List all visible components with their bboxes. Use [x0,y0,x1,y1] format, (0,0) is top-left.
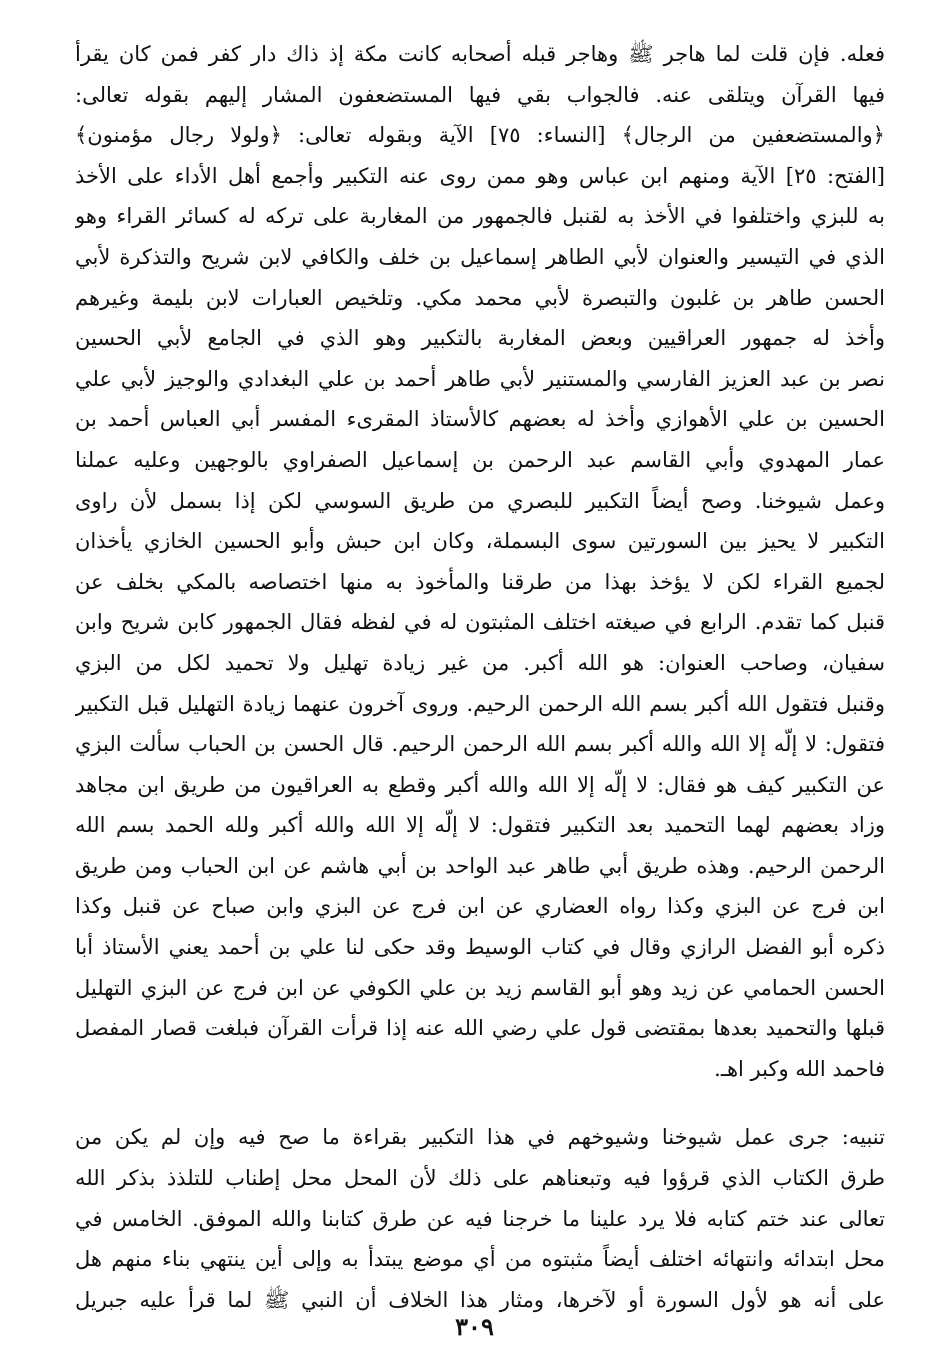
text-line: عمار المهدوي وأبي القاسم عبد الرحمن بن إسماعيل الصفراوي بالوجهين وعليه عملنا [75,447,885,472]
text-line: التكبير لا يحيز بين السورتين سوى البسملة، وكان ابن حبش وأبو الحسين الخازي يأخذان [75,529,885,554]
paragraph-2 [75,1117,885,1320]
text-line: تنبيه: جرى عمل شيوخنا وشيوخهم في هذا التكبير بقراءة ما صح فيه وإن لم يكن من [75,1125,885,1150]
text-line: الرحمن الرحيم. وهذه طريق أبي طاهر عبد الواحد بن أبي هاشم عن ابن الحباب ومن طريق [75,853,885,878]
text-line: قنبل كما تقدم. الرابع في صيغته اختلف المثبتون له في لفظه فقال الجمهور كابن شريح وابن [75,610,885,635]
text-line: محل ابتدائه وانتهائه اختلف أيضاً مثبتوه من أي موضع يبتدأ به وإلى أين ينتهي بناء منهم هل [75,1247,885,1272]
text-line: ابن فرج عن البزي وكذا رواه العضاري عن ابن فرج عن البزي وابن صباح عن قنبل وكذا [75,894,885,919]
text-line: الحسن الحمامي عن زيد وهو أبو القاسم زيد بن علي الكوفي عن ابن فرج عن البزي التهليل [75,975,885,1000]
text-line: نصر بن عبد العزيز الفارسي والمستنير لأبي طاهر أحمد بن علي البغدادي والوجيز لأبي علي [75,366,885,391]
text-line: الحسين بن علي الأهوازي وأخذ له بعضهم كالأستاذ المقرىء المفسر أبي العباس أحمد بن [75,407,885,432]
text-line: وأخذ له جمهور العراقيين وبعض المغاربة بالتكبير وهو الذي في الجامع لأبي الحسين [75,326,885,351]
text-line: فتقول: لا إلّه إلا الله والله أكبر بسم الله الرحمن الرحيم. قال الحسن بن الحباب سألت البزي [75,732,885,757]
text-line: وقنبل فتقول الله أكبر بسم الله الرحمن الرحيم. وروى آخرون عنهما زيادة التهليل قبل التكبير [75,691,885,716]
text-line: الحسن طاهر بن غلبون والتبصرة لأبي محمد مكي. وتلخيص العبارات لابن بليمة وغيرهم [75,285,885,310]
text-line: على أنه هو لأول السورة أو لآخرها، ومثار هذا الخلاف أن النبي ﷺ لما قرأ عليه جبريل [75,1287,885,1312]
text-line: ﴿والمستضعفين من الرجال﴾ [النساء: ٧٥] الآية وبقوله تعالى: ﴿ولولا رجال مؤمنون﴾ [75,123,885,148]
text-line: ذكره أبو الفضل الرازي وقال في كتاب الوسيط وقد حكى لنا علي بن أحمد يعني الأستاذ أبا [75,935,885,960]
text-line: وزاد بعضهم لهما التحميد بعد التكبير فتقول: لا إلّه إلا الله والله أكبر ولله الحمد بسم الله [75,813,885,838]
text-line: به للبزي واختلفوا في الأخذ به لقنبل فالجمهور من المغاربة على تركه له كسائر القراء وهو [75,204,885,229]
text-line: طرق الكتاب الذي قرؤوا فيه وتبعناهم على ذلك لأن المحل محل إطناب للتلذذ بذكر الله [75,1166,885,1191]
text-line: لجميع القراء لكن لا يؤخذ بهذا من طرقنا والمأخوذ به منها اختصاصه بالمكي بخلف عن [75,569,885,594]
page-number: ٣٠٩ [455,1312,494,1341]
text-line: فيها القرآن ويتلقى عنه. فالجواب بقي فيها المستضعفون المشار إليهم بقوله تعالى: [75,82,885,107]
text-line: تعالى عند ختم كتابه فلا يرد علينا ما خرجنا فيه عن طرق كتابنا والله الموفق. الخامس في [75,1206,885,1231]
text-line: فاحمد الله وكبر اهـ. [714,1056,885,1081]
page-body [75,34,885,1334]
text-line: سفيان، وصاحب العنوان: هو الله أكبر. من غير زيادة تهليل ولا تحميد لكل من البزي [75,650,885,675]
text-line: الذي في التيسير والعنوان لأبي الطاهر إسماعيل بن خلف والكافي لابن شريح والتذكرة لأبي [75,244,885,269]
text-line: قبلها والتحميد بعدها بمقتضى قول علي رضي الله عنه إذا قرأت القرآن فبلغت قصار المفصل [75,1016,885,1041]
text-line: وعمل شيوخنا. وصح أيضاً التكبير للبصري من طريق السوسي لكن إذا بسمل لأن راوى [75,488,885,513]
text-line: فعله. فإن قلت لما هاجر ﷺ وهاجر قبله أصحابه كانت مكة إذ ذاك دار كفر فمن كان يقرأ [75,42,885,66]
text-line: عن التكبير كيف هو فقال: لا إلّه إلا الله والله أكبر وقطع به العراقيون من طريق ابن مجاهد [75,772,885,797]
paragraph-1 [75,34,885,1089]
text-line: [الفتح: ٢٥] الآية ومنهم ابن عباس وهو ممن روى عنه التكبير وأجمع أهل الأداء على الأخذ [75,163,885,188]
